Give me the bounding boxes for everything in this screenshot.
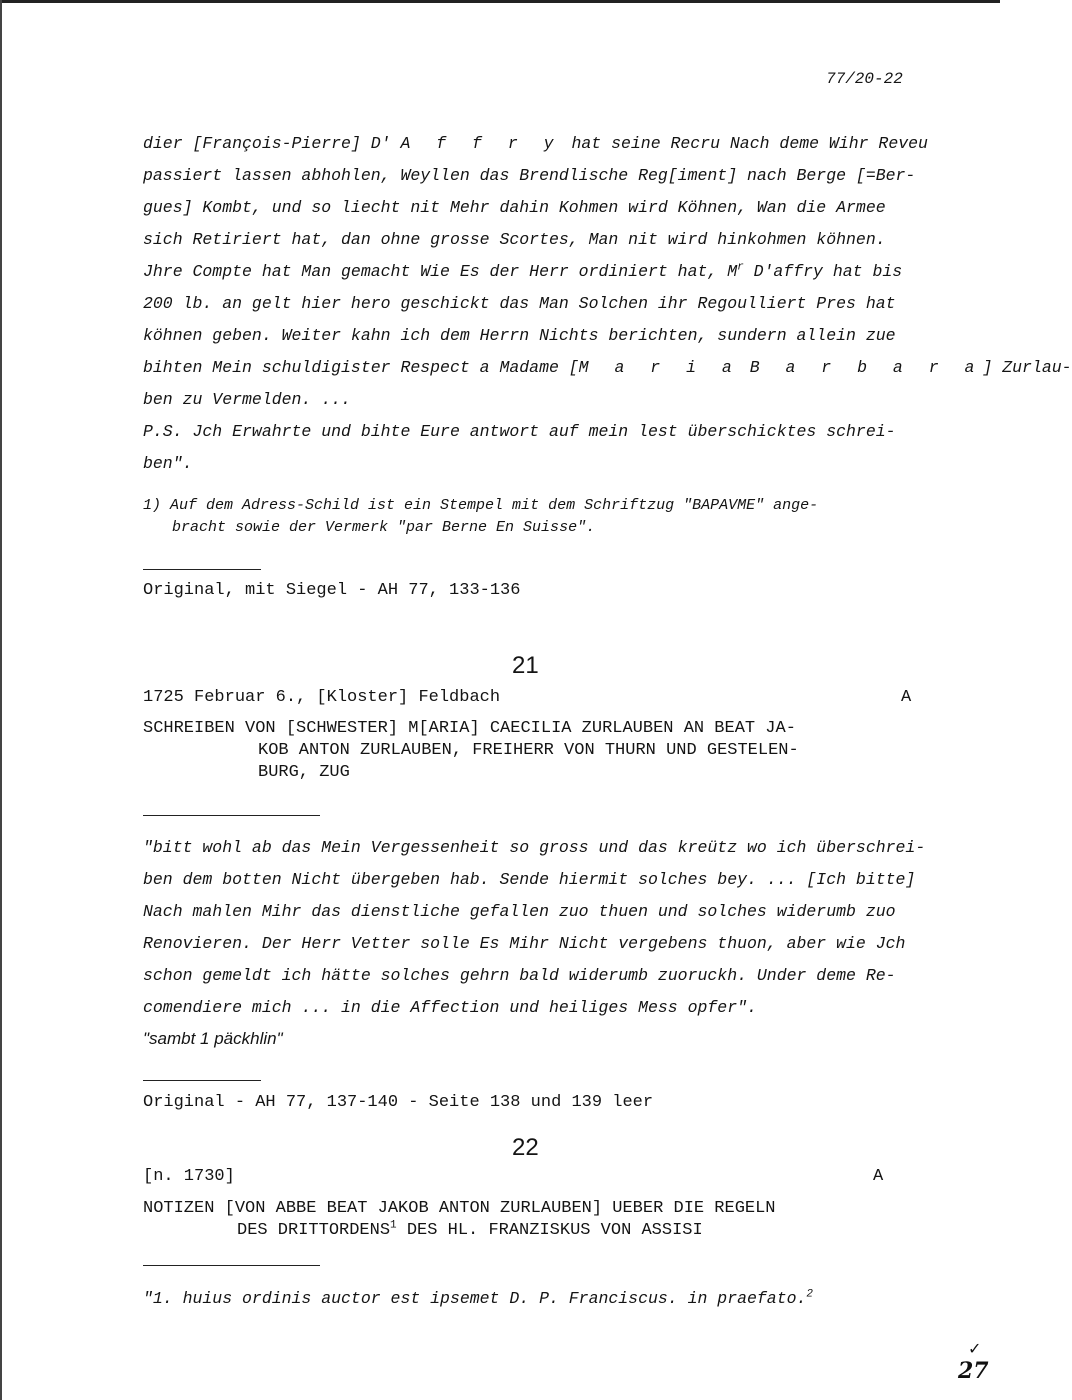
postscript-line-2: ben". bbox=[143, 454, 193, 473]
entry-number-21: 21 bbox=[512, 652, 539, 679]
source-divider bbox=[143, 569, 261, 570]
letter-line-1: dier [François-Pierre] D' A f f r y hat seine Recru Nach deme Wihr Reveu bbox=[143, 134, 928, 153]
letter-line-8: bihten Mein schuldigister Respect a Madame [M a r i a B a r b a r a] Zurlau- bbox=[143, 358, 1072, 377]
entry-21-title-line-3: BURG, ZUG bbox=[258, 763, 350, 782]
quote-21-line-5: schon gemeldt ich hätte solches gehrn bald widerumb zuoruckh. Under deme Re- bbox=[143, 966, 896, 985]
title-divider-22 bbox=[143, 1265, 320, 1266]
quote-21-addendum: "sambt 1 päckhlin" bbox=[143, 1029, 283, 1048]
footnote-line-2: bracht sowie der Vermerk "par Berne En Suisse". bbox=[172, 519, 596, 536]
quote-21-line-2: ben dem botten Nicht übergeben hab. Sende hiermit solches bey. ... [Ich bitte] bbox=[143, 870, 916, 889]
check-mark: ✓ bbox=[968, 1339, 982, 1358]
postscript-line-1: P.S. Jch Erwahrte und bihte Eure antwort auf mein lest überschicktes schrei- bbox=[143, 422, 896, 441]
page-left-border bbox=[0, 0, 2, 1400]
entry-21-marker: A bbox=[901, 688, 912, 707]
entry-number-22: 22 bbox=[512, 1134, 539, 1161]
page-top-border bbox=[0, 0, 1000, 3]
entry-21-title-line-2: KOB ANTON ZURLAUBEN, FREIHERR VON THURN UND GESTELEN- bbox=[258, 741, 799, 760]
letter-line-4: sich Retiriert hat, dan ohne grosse Scortes, Man nit wird hinkohmen köhnen. bbox=[143, 230, 886, 249]
entry-21-title-line-1: SCHREIBEN VON [SCHWESTER] M[ARIA] CAECILIA ZURLAUBEN AN BEAT JA- bbox=[143, 719, 796, 738]
page-reference: 77/20-22 bbox=[826, 70, 903, 88]
letter-line-2: passiert lassen abhohlen, Weyllen das Brendlische Reg[iment] nach Berge [=Ber- bbox=[143, 166, 916, 185]
quote-22-line-1: "1. huius ordinis auctor est ipsemet D. P. Franciscus. in praefato.$^2$ bbox=[143, 1288, 814, 1308]
page-number-mark: 27 bbox=[958, 1358, 989, 1384]
footnote-line-1: 1) Auf dem Adress-Schild ist ein Stempel mit dem Schriftzug "BAPAVME" ange- bbox=[143, 497, 819, 514]
quote-21-line-4: Renovieren. Der Herr Vetter solle Es Mihr Nicht vergebens thuon, aber wie Jch bbox=[143, 934, 906, 953]
entry-22-title-line-2: DES DRITTORDENS$^1$ DES HL. FRANZISKUS VON ASSISI bbox=[237, 1219, 703, 1240]
quote-21-line-1: "bitt wohl ab das Mein Vergessenheit so gross und das kreütz wo ich überschrei- bbox=[143, 838, 926, 857]
quote-21-line-6: comendiere mich ... in die Affection und heiliges Mess opfer". bbox=[143, 998, 757, 1017]
entry-22-marker: A bbox=[873, 1167, 884, 1186]
letter-line-5: Jhre Compte hat Man gemacht Wie Es der Herr ordiniert hat, $M^r$ D'affry hat bis bbox=[143, 261, 903, 281]
quote-21-line-3: Nach mahlen Mihr das dienstliche gefallen zuo thuen und solches widerumb zuo bbox=[143, 902, 896, 921]
letter-line-9: ben zu Vermelden. ... bbox=[143, 390, 351, 409]
entry-22-date: [n. 1730] bbox=[143, 1167, 235, 1186]
title-divider-21 bbox=[143, 815, 320, 816]
letter-line-6: 200 lb. an gelt hier hero geschickt das Man Solchen ihr Regoulliert Pres hat bbox=[143, 294, 896, 313]
source-entry-20: Original, mit Siegel - AH 77, 133-136 bbox=[143, 581, 521, 600]
source-entry-21: Original - AH 77, 137-140 - Seite 138 und 139 leer bbox=[143, 1093, 654, 1112]
letter-line-3: gues] Kombt, und so liecht nit Mehr dahin Kohmen wird Köhnen, Wan die Armee bbox=[143, 198, 886, 217]
source-divider-21 bbox=[143, 1080, 261, 1081]
entry-22-title-line-1: NOTIZEN [VON ABBE BEAT JAKOB ANTON ZURLAUBEN] UEBER DIE REGELN bbox=[143, 1199, 776, 1218]
letter-line-7: köhnen geben. Weiter kahn ich dem Herrn Nichts berichten, sundern allein zue bbox=[143, 326, 896, 345]
entry-21-date: 1725 Februar 6., [Kloster] Feldbach bbox=[143, 688, 501, 707]
